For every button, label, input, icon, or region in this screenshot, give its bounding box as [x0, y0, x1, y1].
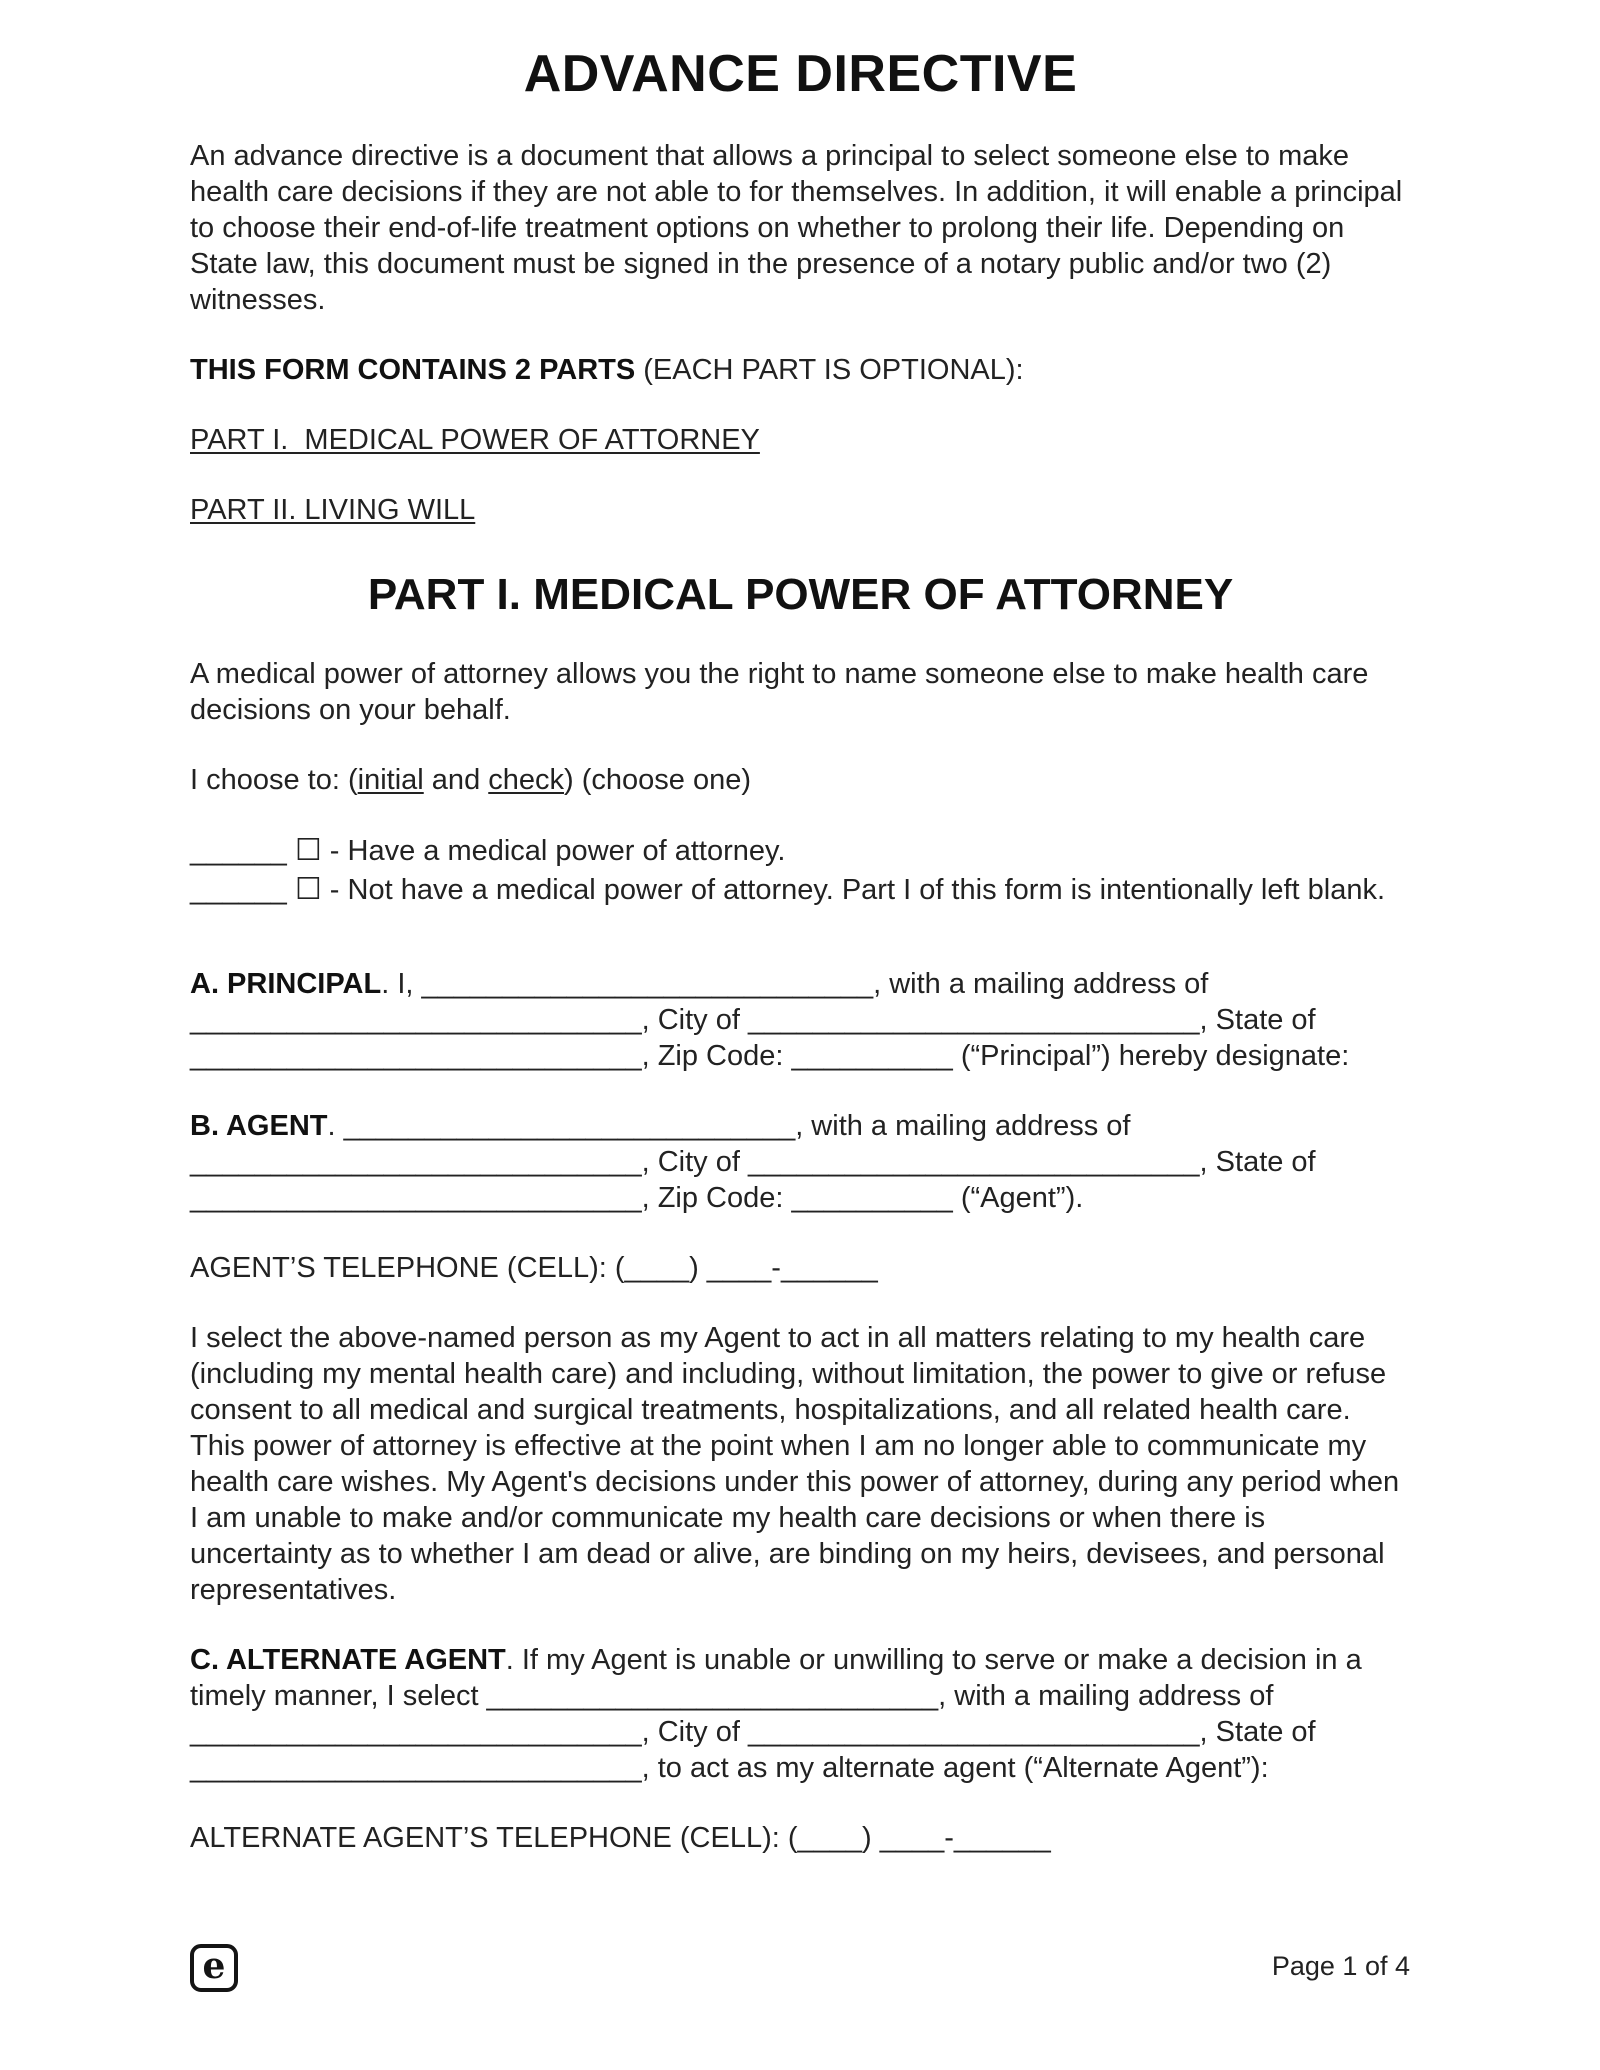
alternate-agent-phone-line: ALTERNATE AGENT’S TELEPHONE (CELL): (____) ____-______ — [190, 1822, 1051, 1854]
option-have-poa-row — [190, 832, 1411, 871]
poa-choice-options — [190, 832, 1411, 910]
checkbox-not-have-poa-icon[interactable]: ☐ — [294, 873, 322, 906]
agent-section-label: B. AGENT — [190, 1110, 328, 1142]
intro-paragraph: An advance directive is a document that allows a principal to select someone else to make health care decisions if they are not able to for themselves. In addition, it will enable a principal to choose their end-of-life treatment options on whether to prolong their life. Depending on State law, this document must be signed in the presence of a notary public and/or two (2) witnesses. — [190, 140, 1403, 316]
alternate-agent-section — [190, 1642, 1411, 1786]
form-parts-bold-text: THIS FORM CONTAINS 2 PARTS — [190, 354, 636, 386]
choose-post-text: ) (choose one) — [564, 764, 752, 796]
agent-section — [190, 1108, 1411, 1216]
agent-section-text: . ____________________________, with a mailing address of ____________________________, City of ____________________________, State of ____________________________, Zip Code: __________ (“Agent”). — [190, 1110, 1316, 1214]
form-parts-line — [190, 352, 1411, 388]
part1-toc-link: PART I. MEDICAL POWER OF ATTORNEY — [190, 424, 760, 456]
checkbox-have-poa-icon[interactable]: ☐ — [294, 834, 322, 867]
choose-instruction-line — [190, 762, 1411, 798]
principal-section — [190, 966, 1411, 1074]
page-number: Page 1 of 4 — [1271, 1951, 1410, 1981]
option-have-initial-blank: ______ — [190, 835, 295, 867]
part2-toc-link: PART II. LIVING WILL — [190, 494, 476, 526]
principal-section-label: A. PRINCIPAL — [190, 968, 382, 1000]
alternate-agent-section-text: . If my Agent is unable or unwilling to serve or make a decision in a timely manner, I select ____________________________, with a mailing address of ____________________________, City of ____________________________, State of ____________________________, to act as my alternate agent (“Alternate Agent”): — [190, 1644, 1362, 1784]
option-not-have-initial-blank: ______ — [190, 874, 295, 906]
option-not-have-poa-row — [190, 871, 1411, 910]
eforms-logo-letter: e — [202, 1945, 226, 1987]
alternate-agent-section-label: C. ALTERNATE AGENT — [190, 1644, 506, 1676]
option-not-have-label: - Not have a medical power of attorney. Part I of this form is intentionally left blank. — [321, 874, 1386, 906]
choose-initial-word: initial — [357, 764, 424, 796]
part1-intro-paragraph: A medical power of attorney allows you the right to name someone else to make health care decisions on your behalf. — [190, 658, 1369, 726]
part1-heading: PART I. MEDICAL POWER OF ATTORNEY — [367, 570, 1234, 619]
document-title: ADVANCE DIRECTIVE — [523, 45, 1078, 103]
agent-powers-paragraph: I select the above-named person as my Agent to act in all matters relating to my health care (including my mental health care) and including, without limitation, the power to give or refuse consent to all medical and surgical treatments, hospitalizations, and all related health care. This power of attorney is effective at the point when I am no longer able to communicate my health care wishes. My Agent's decisions under this power of attorney, during any period when I am unable to make and/or communicate my health care decisions or when there is uncertainty as to whether I am dead or alive, are binding on my heirs, devisees, and personal representatives. — [190, 1322, 1400, 1606]
eforms-logo — [190, 1944, 238, 1992]
choose-pre-text: I choose to: ( — [190, 764, 358, 796]
choose-check-word: check — [488, 764, 565, 796]
choose-and-text: and — [423, 764, 489, 796]
option-have-label: - Have a medical power of attorney. — [321, 835, 786, 867]
form-parts-rest-text: (EACH PART IS OPTIONAL): — [635, 354, 1024, 386]
agent-phone-line: AGENT’S TELEPHONE (CELL): (____) ____-______ — [190, 1252, 878, 1284]
principal-section-text: . I, ____________________________, with a mailing address of ____________________________, City of ____________________________, State of ____________________________, Zip Code: __________ (“Principal”) hereby designate: — [190, 968, 1350, 1072]
